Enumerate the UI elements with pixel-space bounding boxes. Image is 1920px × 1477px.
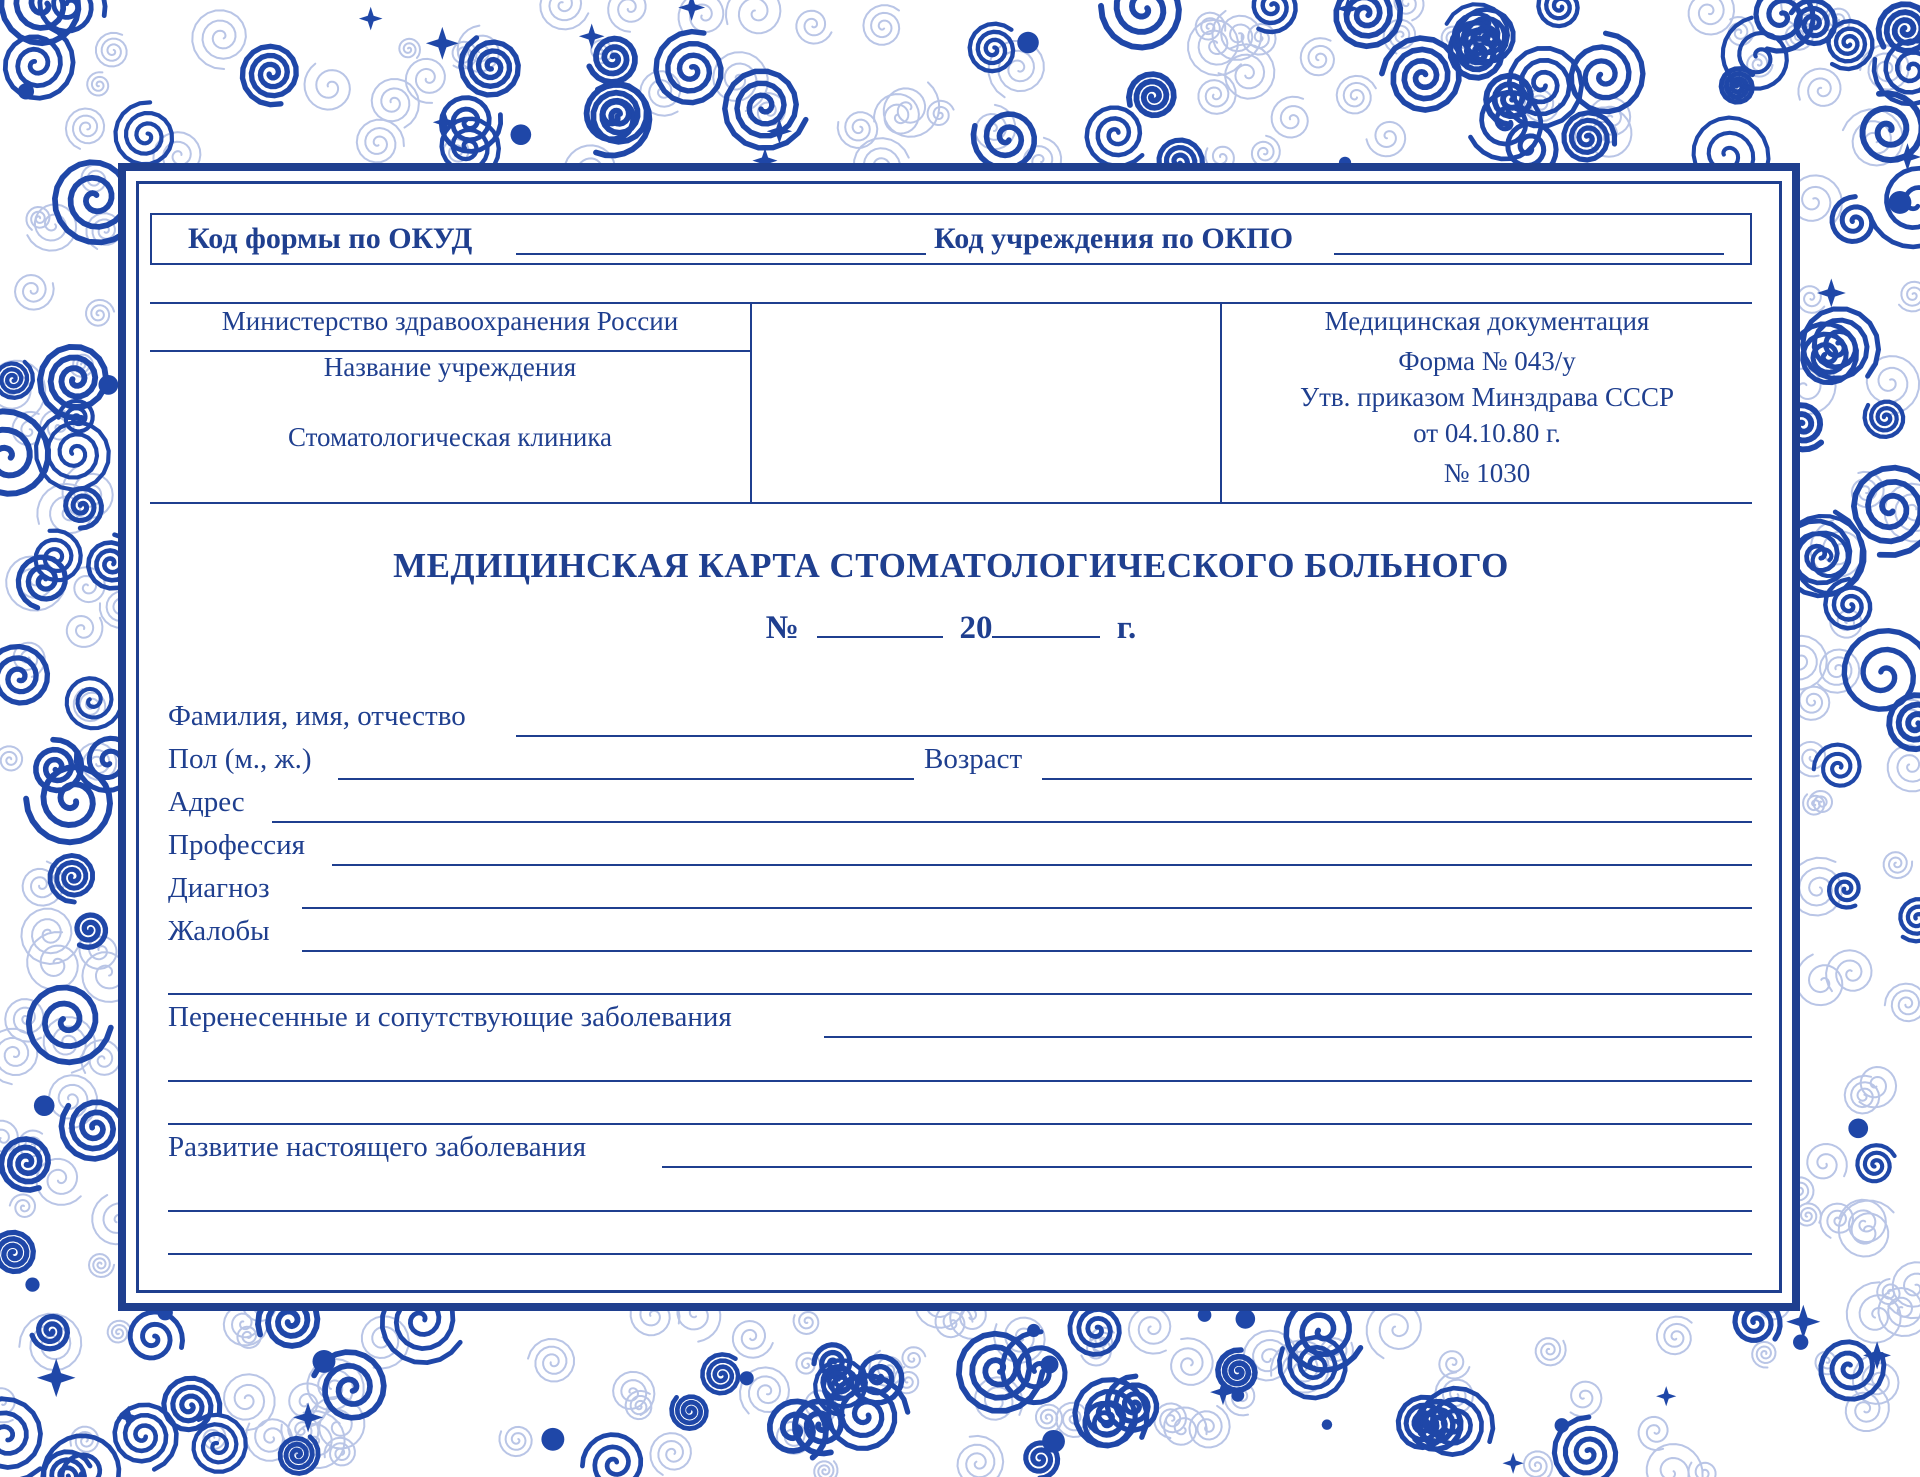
swirl-mark: [1538, 0, 1583, 26]
complaints-extra-line[interactable]: [168, 993, 1752, 995]
ornament-dot: [1793, 1334, 1808, 1349]
ornament-dot: [1042, 1430, 1065, 1453]
profession-input-line[interactable]: [332, 864, 1752, 866]
swirl-mark: [36, 1159, 80, 1205]
swirl-mark: [1254, 0, 1296, 32]
swirl-mark: [1301, 38, 1334, 75]
swirl-mark: [0, 362, 33, 398]
swirl-mark: [5, 27, 73, 99]
swirl-mark: [1829, 874, 1859, 907]
swirl-mark: [1900, 899, 1920, 941]
swirl-mark: [1129, 74, 1174, 115]
sex-input-line[interactable]: [338, 778, 914, 780]
swirl-mark: [1877, 1279, 1899, 1304]
swirl-mark: [116, 102, 172, 164]
swirl-mark: [305, 64, 350, 110]
swirl-mark: [656, 32, 721, 103]
swirl-mark: [1272, 97, 1308, 138]
year-suffix: г.: [1116, 610, 1137, 646]
swirl-mark: [1101, 0, 1179, 48]
current-disease-extra-line-2[interactable]: [168, 1253, 1752, 1255]
swirl-mark: [21, 909, 82, 964]
swirl-mark: [67, 616, 103, 647]
complaints-input-line[interactable]: [302, 950, 1752, 952]
current-disease-input-line[interactable]: [662, 1166, 1752, 1168]
swirl-mark: [1865, 402, 1904, 437]
ornament-dot: [510, 124, 531, 145]
swirl-mark: [96, 33, 127, 67]
swirl-mark: [66, 109, 104, 149]
swirl-mark: [5, 999, 43, 1042]
swirl-mark: [1799, 69, 1841, 106]
swirl-mark: [10, 1194, 35, 1217]
swirl-mark: [1889, 695, 1920, 749]
swirl-mark: [1796, 955, 1842, 1006]
ornament-dot: [1231, 1389, 1244, 1402]
codes-box: [150, 213, 1752, 265]
card-number-line: [150, 610, 1752, 647]
swirl-mark: [958, 1436, 1004, 1477]
swirl-mark: [928, 101, 954, 125]
swirl-mark: [608, 0, 645, 32]
card-number-input[interactable]: [817, 610, 943, 638]
swirl-mark: [87, 72, 108, 95]
swirl-mark: [1657, 1317, 1692, 1355]
swirl-mark: [1171, 1338, 1213, 1385]
profession-label: Профессия: [168, 829, 305, 861]
swirl-mark: [528, 1339, 574, 1381]
swirl-mark: [1564, 113, 1615, 160]
diagnosis-input-line[interactable]: [302, 907, 1752, 909]
swirl-mark: [0, 1232, 33, 1271]
swirl-mark: [325, 1438, 355, 1466]
ornament-dot: [1888, 191, 1911, 214]
swirl-mark: [1252, 136, 1280, 167]
ornament-dot: [1017, 32, 1039, 54]
swirl-mark: [40, 347, 106, 418]
swirl-mark: [1888, 745, 1920, 791]
swirl-mark: [27, 204, 76, 250]
swirl-mark: [1885, 984, 1920, 1022]
swirl-mark: [500, 1427, 532, 1456]
sex-label: Пол (м., ж.): [168, 743, 312, 775]
swirl-mark: [357, 120, 404, 163]
okud-input-line[interactable]: [516, 253, 926, 255]
swirl-mark: [1857, 1145, 1894, 1181]
swirl-mark: [582, 1435, 640, 1477]
swirl-mark: [130, 1312, 182, 1358]
swirl-mark: [1107, 1376, 1156, 1430]
swirl-mark: [733, 1321, 773, 1358]
swirl-mark: [1810, 791, 1832, 812]
swirl-mark: [725, 71, 806, 147]
ministry-label: Министерство здравоохранения России: [221, 306, 679, 336]
okpo-label: Код учреждения по ОКПО: [934, 222, 1294, 255]
ornament-star: [359, 7, 383, 31]
ornament-dot: [25, 1278, 39, 1292]
year-prefix: 20: [959, 610, 993, 646]
swirl-mark: [970, 24, 1013, 71]
ornament-star: [1503, 1453, 1524, 1474]
approved-by-label: Утв. приказом Минздрава СССР: [1299, 382, 1675, 412]
past-diseases-input-line[interactable]: [824, 1036, 1752, 1038]
header-divider-left: [750, 302, 752, 502]
swirl-mark: [1752, 1342, 1775, 1368]
swirl-mark: [1689, 0, 1734, 34]
ornament-star: [1817, 279, 1846, 308]
address-input-line[interactable]: [272, 821, 1752, 823]
ornament-dot: [1040, 1356, 1058, 1374]
swirl-mark: [0, 647, 47, 704]
swirl-mark: [1803, 309, 1879, 378]
swirl-mark: [1536, 1338, 1566, 1365]
ornament-dot: [1027, 1324, 1040, 1337]
header-bottom-rule: [150, 502, 1752, 504]
swirl-mark: [86, 300, 114, 326]
ornament-dot: [34, 1095, 55, 1116]
swirl-mark: [1524, 1451, 1553, 1477]
swirl-mark: [1844, 631, 1920, 710]
swirl-mark: [66, 489, 102, 529]
swirl-mark: [243, 46, 297, 104]
current-disease-extra-line-1[interactable]: [168, 1210, 1752, 1212]
swirl-mark: [32, 1317, 67, 1349]
doc-type-label: Медицинская документация: [1324, 306, 1650, 336]
ornament-star: [117, 1406, 140, 1429]
header-top-rule: [150, 302, 1752, 304]
swirl-mark: [1129, 1307, 1171, 1353]
ornament-dot: [1555, 1418, 1569, 1432]
swirl-mark: [1, 1139, 48, 1190]
swirl-mark: [1807, 1144, 1847, 1178]
swirl-mark: [461, 38, 518, 95]
swirl-mark: [1367, 122, 1406, 156]
current-disease-label: Развитие настоящего заболевания: [168, 1131, 587, 1163]
address-label: Адрес: [168, 786, 245, 818]
swirl-mark: [61, 1102, 123, 1159]
ornament-dot: [541, 1428, 564, 1451]
okpo-input-line[interactable]: [1334, 253, 1724, 255]
swirl-mark: [1571, 33, 1643, 111]
swirl-mark: [626, 1391, 652, 1419]
age-label: Возраст: [924, 743, 1023, 775]
swirl-mark: [1899, 282, 1920, 312]
swirl-mark: [1337, 76, 1376, 114]
swirl-mark: [50, 856, 92, 903]
swirl-mark: [726, 0, 780, 33]
swirl-mark: [959, 1334, 1043, 1411]
ornament-dot: [1236, 1309, 1256, 1329]
swirl-mark: [703, 1354, 739, 1393]
ornament-star: [1656, 1386, 1676, 1406]
institution-name: Стоматологическая клиника: [287, 422, 613, 452]
swirl-mark: [1199, 73, 1236, 114]
swirl-mark: [1826, 950, 1871, 991]
age-input-line[interactable]: [1042, 778, 1752, 780]
form-number-label: Форма № 043/у: [1398, 346, 1576, 376]
complaints-label: Жалобы: [168, 915, 270, 947]
swirl-mark: [1797, 1203, 1821, 1225]
swirl-mark: [589, 39, 635, 82]
approved-date-label: от 04.10.80 г.: [1413, 418, 1561, 448]
full-name-input-line[interactable]: [516, 735, 1752, 737]
swirl-mark: [89, 1254, 114, 1277]
swirl-mark: [1382, 38, 1459, 110]
year-input[interactable]: [992, 610, 1100, 638]
swirl-mark: [15, 275, 54, 310]
swirl-mark: [679, 0, 724, 32]
past-diseases-extra-line-1[interactable]: [168, 1080, 1752, 1082]
swirl-mark: [280, 1437, 318, 1474]
swirl-mark: [0, 1388, 15, 1422]
swirl-mark: [1798, 286, 1825, 313]
swirl-mark: [0, 746, 22, 770]
swirl-mark: [838, 112, 878, 148]
institution-label: Название учреждения: [323, 352, 577, 382]
swirl-mark: [1087, 108, 1143, 166]
past-diseases-extra-line-2[interactable]: [168, 1123, 1752, 1125]
swirl-mark: [650, 1433, 691, 1475]
swirl-mark: [874, 94, 919, 134]
swirl-mark: [192, 10, 246, 69]
number-sign: №: [765, 610, 799, 646]
swirl-mark: [1439, 1351, 1469, 1378]
okud-label: Код формы по ОКУД: [188, 222, 473, 255]
swirl-mark: [540, 0, 588, 29]
swirl-mark: [863, 5, 899, 44]
past-diseases-label: Перенесенные и сопутствующие заболевания: [168, 1001, 732, 1033]
full-name-label: Фамилия, имя, отчество: [168, 700, 466, 732]
swirl-mark: [1571, 1382, 1602, 1417]
swirl-mark: [903, 1347, 926, 1367]
swirl-mark: [164, 1378, 220, 1429]
ornament-dot: [18, 83, 34, 99]
swirl-mark: [796, 11, 831, 44]
swirl-mark: [794, 1312, 819, 1334]
swirl-mark: [1832, 197, 1872, 242]
ornament-dot: [312, 1350, 335, 1373]
swirl-mark: [672, 1397, 707, 1429]
swirl-mark: [399, 39, 420, 58]
swirl-mark: [814, 1461, 837, 1477]
diagnosis-label: Диагноз: [168, 872, 270, 904]
swirl-mark: [1884, 852, 1912, 878]
page-title: МЕДИЦИНСКАЯ КАРТА СТОМАТОЛОГИЧЕСКОГО БОЛЬНОГО: [393, 546, 1509, 585]
order-number-label: № 1030: [1443, 458, 1531, 488]
ornament-dot: [1848, 1118, 1868, 1138]
ornament-dot: [98, 375, 118, 395]
swirl-mark: [406, 59, 445, 103]
ornament-dot: [740, 1371, 754, 1385]
swirl-mark: [594, 84, 647, 142]
swirl-mark: [0, 1399, 41, 1477]
ornament-dot: [1322, 1419, 1333, 1430]
